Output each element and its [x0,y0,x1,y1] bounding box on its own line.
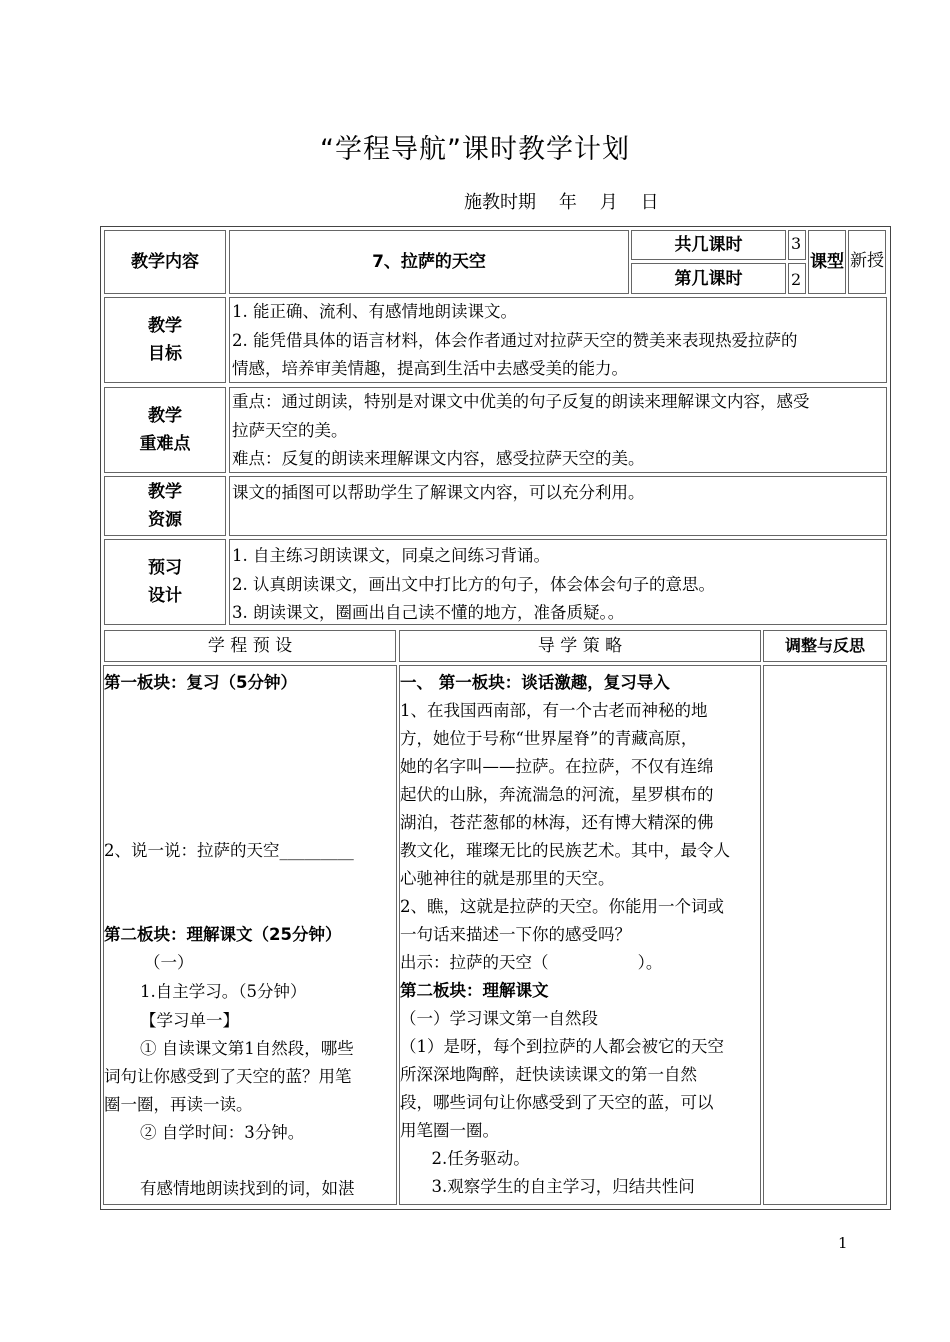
key-point-line-2: 拉萨天空的美。 [232,420,348,440]
col2-header: 导 学 策 略 [399,630,761,662]
preview-line-2: 2. 认真朗读课文，画出文中打比方的句子，体会体会句子的意思。 [232,574,715,594]
goal-line-3: 情感，培养审美情趣，提高到生活中去感受美的能力。 [232,359,628,378]
col2-line-5: 湖泊，苍茫葱郁的林海，还有博大精深的佛 [400,813,714,832]
col1-unit1: 【学习单一】 [140,1011,239,1030]
col1-task1-c: 圈一圈，再读一读。 [104,1095,253,1114]
preview-label [104,539,226,625]
col1-block1-title: 第一板块：复习（5分钟） [104,673,297,692]
preview-text [229,539,887,625]
resources-text [229,476,887,536]
col2-line2-5: 用笔圈一圈。 [400,1121,499,1140]
col1-say-line: 2、说一说：拉萨的天空_________ [104,841,354,860]
goals-text [229,297,887,383]
teaching-period: 施教时期 年 月 日 [464,192,659,213]
total-lessons-value: 3 [788,230,806,260]
col3-body [763,665,887,1205]
resources-label-2: 资源 [148,510,182,530]
col1-task1-a: ① 自读课文第1自然段，哪些 [140,1039,354,1058]
goals-label-2: 目标 [148,344,182,364]
col2-line2-7: 3.观察学生的自主学习，归结共性问 [400,1177,695,1196]
key-point-line-3: 难点：反复的朗读来理解课文内容，感受拉萨天空的美。 [232,449,645,468]
key-points-label [104,387,226,473]
col2-line-1: 1、在我国西南部，有一个古老而神秘的地 [400,701,708,720]
col2-line2-6: 2.任务驱动。 [400,1149,530,1168]
col2-line2-2: （1）是呀，每个到拉萨的人都会被它的天空 [400,1037,724,1056]
resources-label [104,476,226,536]
nth-lesson-value: 2 [788,263,806,294]
col2-line2-3: 所深深地陶醉，赶快读读课文的第一自然 [400,1065,697,1084]
col2-line-2: 方，她位于号称“世界屋脊”的青藏高原， [400,729,698,748]
content-label: 教学内容 [104,230,226,294]
col2-line2-1: （一）学习课文第一自然段 [400,1009,598,1028]
col1-body [103,665,397,1205]
col2-line-3: 她的名字叫——拉萨。在拉萨，不仅有连绵 [400,757,714,776]
resources-label-1: 教学 [148,482,182,502]
col2-body [399,665,761,1205]
key-point-line-1: 重点：通过朗读，特别是对课文中优美的句子反复的朗读来理解课文内容，感受 [232,392,810,411]
goal-line-2: 2. 能凭借具体的语言材料，体会作者通过对拉萨天空的赞美来表现热爱拉萨的 [232,330,798,350]
col1-header: 学 程 预 设 [104,630,396,662]
col1-task1-b: 词句让你感受到了天空的蓝？用笔 [104,1067,352,1086]
col1-part1: （一） [144,953,194,972]
col2-line-8: 2、瞧，这就是拉萨的天空。你能用一个词或 [400,897,724,916]
key-points-label-1: 教学 [148,406,182,426]
col2-line-7: 心驰神往的就是那里的天空。 [400,869,615,888]
goals-label-1: 教学 [148,316,182,336]
col1-self-study: 1.自主学习。（5分钟） [140,982,307,1001]
content-value: 7、拉萨的天空 [229,230,629,294]
total-lessons-label: 共几课时 [631,230,786,260]
lesson-type-value: 新授 [848,230,886,294]
col2-line-10: 出示：拉萨的天空（ ）。 [400,953,663,972]
preview-line-1: 1. 自主练习朗读课文，同桌之间练习背诵。 [232,546,550,565]
lesson-type-label: 课型 [808,230,846,294]
col1-read-aloud: 有感情地朗读找到的词，如湛 [140,1179,355,1198]
key-points-label-2: 重难点 [139,434,191,454]
page-number: 1 [838,1234,848,1252]
col2-line2-4: 段，哪些词句让你感受到了天空的蓝，可以 [400,1093,714,1112]
document-title: “学程导航”课时教学计划 [320,134,630,165]
goals-label [104,297,226,383]
preview-line-3: 3. 朗读课文，圈画出自己读不懂的地方，准备质疑。。 [232,603,625,622]
key-points-text [229,387,887,473]
col2-block2-title: 第二板块：理解课文 [400,981,549,1000]
col1-block2-title: 第二板块：理解课文（25分钟） [104,925,342,944]
goal-line-1: 1. 能正确、流利、有感情地朗读课文。 [232,302,517,321]
nth-lesson-label: 第几课时 [631,263,786,294]
col2-line-6: 教文化，璀璨无比的民族艺术。其中，最令人 [400,841,730,860]
preview-label-1: 预习 [148,558,182,578]
resources-line: 课文的插图可以帮助学生了解课文内容，可以充分利用。 [232,483,645,502]
col2-line-9: 一句话来描述一下你的感受吗？ [400,925,631,944]
col3-header: 调整与反思 [763,630,887,662]
col2-line-4: 起伏的山脉，奔流湍急的河流，星罗棋布的 [400,785,714,804]
col1-task2: ② 自学时间：3分钟。 [140,1123,305,1142]
col2-block1-title: 一、 第一板块：谈话激趣，复习导入 [400,673,670,692]
preview-label-2: 设计 [148,586,182,606]
